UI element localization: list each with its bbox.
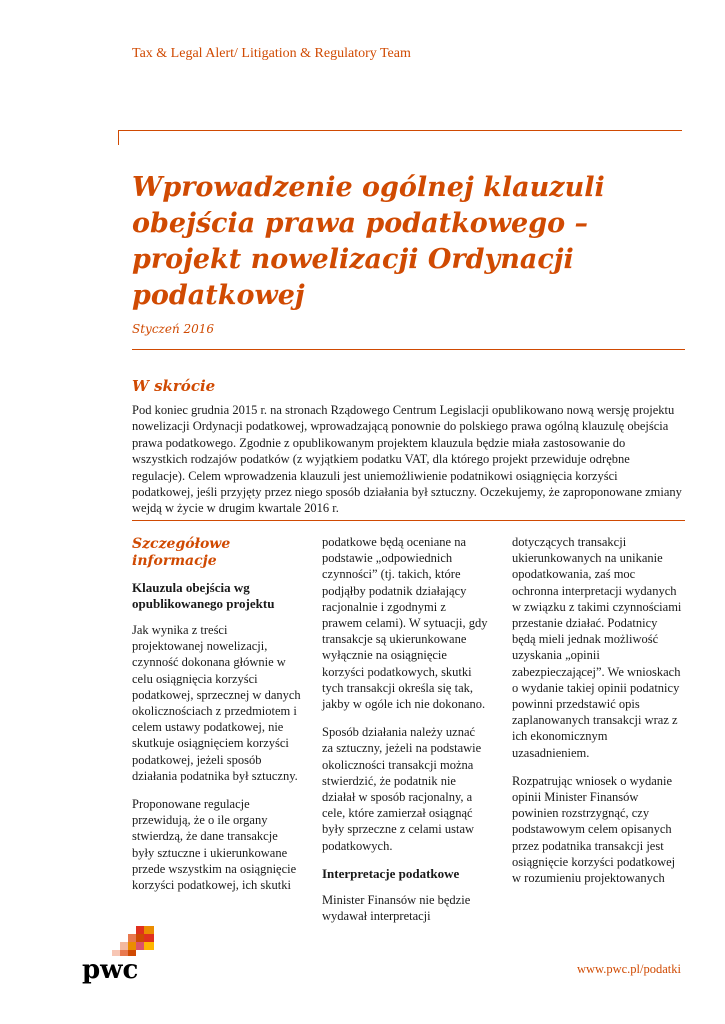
- paragraph: Minister Finansów nie będzie wydawał interpretacji: [322, 892, 471, 924]
- logo-text: pwc: [82, 955, 139, 984]
- document-title: Wprowadzenie ogólnej klauzuli obejścia prawa podatkowego – projekt nowelizacji Ordynacji podatkowej: [132, 172, 605, 311]
- paragraph: Sposób działania należy uznać za sztuczny, jeżeli na podstawie okoliczności transakcji można stwierdzić, że podatnik nie działał w sposób racjonalny, a cele, które zamierzał osiągnąć były sprzeczne z celami ustaw podatkowych.: [322, 725, 482, 853]
- column-2: [322, 534, 488, 936]
- footer-url-link[interactable]: www.pwc.pl/podatki: [576, 962, 681, 976]
- paragraph: dotyczących transakcji ukierunkowanych na unikanie opodatkowania, zaś moc ochronna interpretacji wydanych w związku z takimi czynnościami przestanie działać. Podatnicy będą mieli jednak możliwość uzyskania „opinii zabezpieczającej”. We wnioskach o wydanie takiej opinii podatnicy powinni przedstawić opis zaplanowanych transakcji wraz z ich ekonomicznym uzasadnieniem.: [512, 535, 682, 760]
- top-divider: [118, 130, 682, 131]
- paragraph: Rozpatrując wniosek o wydanie opinii Minister Finansów powinien rozstrzygnąć, czy podstawowym celem opisanych przez podatnika transakcji jest osiągnięcie korzyści podatkowej w rozumieniu projektowanych: [512, 773, 676, 886]
- column-1: [132, 536, 302, 905]
- divider: [132, 349, 685, 350]
- divider: [132, 520, 685, 521]
- summary-text: Pod koniec grudnia 2015 r. na stronach Rządowego Centrum Legislacji opublikowano nową wersję projektu nowelizacji Ordynacji podatkowej, wprowadzającą ponownie do polskiego prawa ogólną klauzulę obejścia prawa podatkowego. Zgodnie z opublikowanym projektem klauzula będzie miała zastosowanie do wszystkich rodzajów podatków (z wyjątkiem podatku VAT, dla którego projekt przewiduje odrębne regulacje). Celem wprowadzenia klauzuli jest uniemożliwienie podatnikowi osiągnięcia korzyści podatkowej, jeśli przyjęty przez niego sposób działania był sztuczny. Oczekujemy, że zaproponowane zmiany wejdą w życie w drugim kwartale 2016 r.: [132, 403, 682, 516]
- top-divider-tick: [118, 130, 119, 145]
- paragraph: podatkowe będą oceniane na podstawie „odpowiednich czynności” (tj. takich, które podjąłby podatnik działający racjonalnie i zgodnymi z prawem celami). W sytuacji, gdy transakcje są ukierunkowane wyłącznie na osiągnięcie korzyści podatkowych, skutki tych transakcji określa się tak, jakby w ogóle ich nie dokonano.: [322, 535, 488, 712]
- paragraph: Proponowane regulacje przewidują, że o ile organy stwierdzą, że dane transakcje były sztuczne i ukierunkowane przede wszystkim na osiągnięcie korzyści podatkowej, ich skutki: [132, 797, 297, 893]
- header-alert-line: Tax & Legal Alert/ Litigation & Regulatory Team: [132, 46, 411, 61]
- section-subheading: Interpretacje podatkowe: [322, 865, 460, 881]
- section-subheading: Klauzula obejścia wg opublikowanego projektu: [132, 580, 275, 611]
- summary-heading: W skrócie: [132, 377, 216, 395]
- column-3: [512, 534, 684, 898]
- publication-date: Styczeń 2016: [132, 322, 215, 336]
- paragraph: Jak wynika z treści projektowanej nowelizacji, czynność dokonana głównie w celu osiągnięcia korzyści podatkowej, sprzecznej w danych okolicznościach z przedmiotem i celem ustawy podatkowej, nie skutkuje osiągnięciem korzyści podatkowej, jeżeli sposób działania podatnika był sztuczny.: [132, 623, 301, 783]
- pwc-logo-icon: [82, 922, 162, 984]
- details-heading: Szczegółowe informacje: [132, 536, 231, 569]
